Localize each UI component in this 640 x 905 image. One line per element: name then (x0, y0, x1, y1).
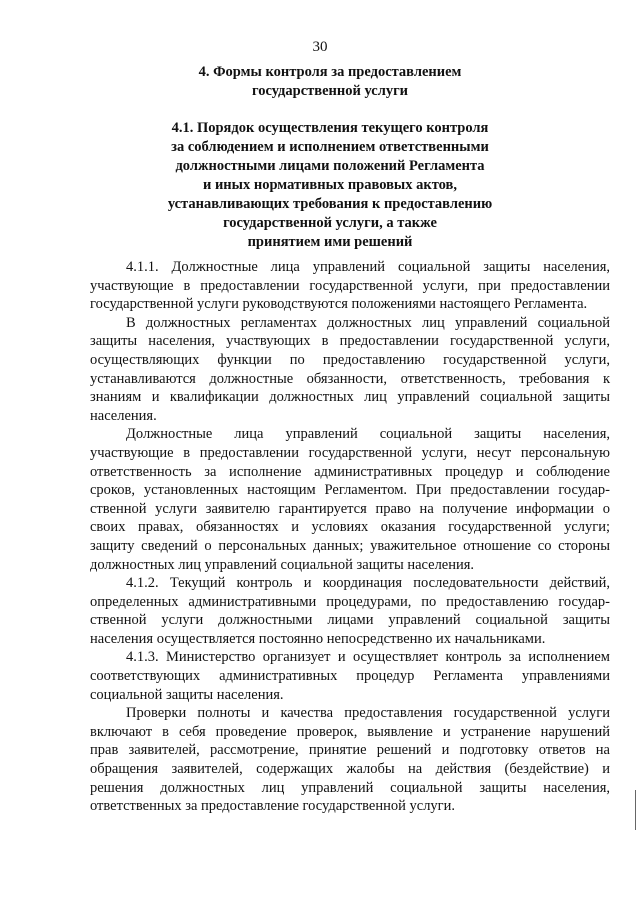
text-line: населения осуществляется постоянно непосредственно их начальниками. (90, 630, 546, 647)
body-text (90, 258, 610, 816)
text-line: своих правах, обязанностях и условиях оказания государственной услуги; (90, 519, 610, 536)
subsection-heading (10, 119, 640, 252)
text-line: 4.1.3. Министерство организует и осуществляет контроль за исполнением (126, 649, 610, 666)
text-line: населения. (90, 407, 157, 424)
text-line: осуществляющих функции по предоставлению государственной услуги, (90, 351, 610, 368)
text-line: социальной защиты населения. (90, 686, 284, 703)
text-line: определенных административными процедурами, по предоставлению государ- (90, 593, 610, 610)
subsection-heading-line: принятием ими решений (247, 234, 413, 250)
text-line: знаниям и квалификации должностных лиц управлений социальной защиты (90, 389, 610, 406)
subsection-heading-line: государственной услуги, а также (223, 215, 437, 231)
paragraph-4-1-3 (90, 648, 610, 704)
text-line: прав заявителей, рассмотрение, принятие решений и подготовку ответов на (90, 742, 610, 759)
subsection-heading-line: 4.1. Порядок осуществления текущего контроля (171, 120, 489, 136)
paragraph-job-regulations (90, 314, 610, 426)
text-line: сроков, установленных настоящим Регламентом. При предоставлении государ- (90, 482, 610, 499)
text-line: участвующие в предоставлении государственной услуги, при предоставлении (90, 277, 610, 294)
text-line: решения должностных лиц управлений социальной защиты населения, (90, 779, 610, 796)
text-line: ственной услуги должностными лицами управлений социальной защиты (90, 612, 610, 629)
subsection-heading-line: и иных нормативных правовых актов, (202, 177, 458, 193)
section-heading-line: государственной услуги (251, 83, 409, 99)
text-line: защиты населения, участвующих в предоставлении государственной услуги, (90, 333, 610, 350)
text-line: ответственность за исполнение административных процедур и соблюдение (90, 463, 610, 480)
text-line: Должностные лица управлений социальной защиты населения, (126, 426, 610, 443)
paragraph-4-1-1 (90, 258, 610, 314)
text-line: Проверки полноты и качества предоставления государственной услуги (126, 705, 610, 722)
page-number: 30 (312, 39, 328, 55)
text-line: участвующие в предоставлении государственной услуги, несут персональную (90, 444, 610, 461)
text-line: защиту сведений о персональных данных; уважительное отношение со стороны (90, 537, 610, 554)
section-heading (10, 63, 640, 101)
text-line: государственной услуги руководствуются положениями настоящего Регламента. (90, 296, 588, 313)
section-heading-line: 4. Формы контроля за предоставлением (198, 64, 462, 80)
text-line: соответствующих административных процедур Регламента управлениями (90, 668, 610, 685)
text-line: обращения заявителей, содержащих жалобы на действия (бездействие) и (90, 761, 610, 778)
paragraph-personal-responsibility (90, 425, 610, 574)
paragraph-4-1-2 (90, 574, 610, 648)
subsection-heading-line: устанавливающих требования к предоставлению (167, 196, 493, 212)
text-line: ответственных за предоставление государственной услуги. (90, 798, 456, 815)
subsection-heading-line: за соблюдением и исполнением ответственными (171, 139, 489, 155)
text-line: устанавливаются должностные обязанности, ответственность, требования к (90, 370, 610, 387)
scan-edge-mark (635, 790, 636, 830)
subsection-heading-line: должностными лицами положений Регламента (175, 158, 485, 174)
text-line: включают в себя проведение проверок, выявление и устранение нарушений (90, 723, 610, 740)
text-line: 4.1.1. Должностные лица управлений социальной защиты населения, (126, 259, 610, 275)
text-line: В должностных регламентах должностных лиц управлений социальной (126, 314, 610, 331)
text-line: 4.1.2. Текущий контроль и координация последовательности действий, (126, 575, 610, 592)
text-line: ственной услуги заявителю гарантируется право на получение информации о (90, 500, 610, 517)
text-line: должностных лиц управлений социальной защиты населения. (90, 556, 475, 573)
paragraph-inspections (90, 704, 610, 816)
